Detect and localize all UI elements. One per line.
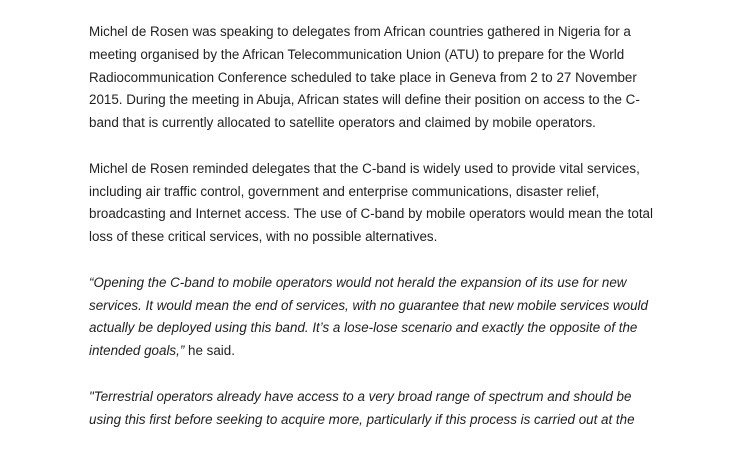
paragraph-quote-terrestrial-operators: "Terrestrial operators already have access to a very broad range of spectrum and should be using this first before seeking to acquire more, particularly if this process is carried out at the xyxy=(89,388,635,427)
paragraph-quote-lose-lose xyxy=(89,272,655,363)
quote-attribution: he said. xyxy=(184,343,235,359)
press-release-body xyxy=(89,21,655,454)
quote-text: “Opening the C-band to mobile operators would not herald the expansion of its use for new services. It would mean the end of services, with no guarantee that new mobile services would actually be deployed using this band. It’s a lose-lose scenario and exactly the opposite of the intended goals,” xyxy=(89,274,648,359)
paragraph-c-band-services: Michel de Rosen reminded delegates that the C-band is widely used to provide vital services, including air traffic control, government and enterprise communications, disaster relief, broadcasting and Internet access. The use of C-band by mobile operators would mean the total loss of these critical services, with no possible alternatives. xyxy=(89,160,653,245)
paragraph-meeting-context: Michel de Rosen was speaking to delegates from African countries gathered in Nigeria for a meeting organised by the African Telecommunication Union (ATU) to prepare for the World Radiocommunication Conference scheduled to take place in Geneva from 2 to 27 November 2015. During the meeting in Abuja, African states will define their position on access to the C- band that is currently allocated to satellite operators and claimed by mobile operators. xyxy=(89,24,640,131)
